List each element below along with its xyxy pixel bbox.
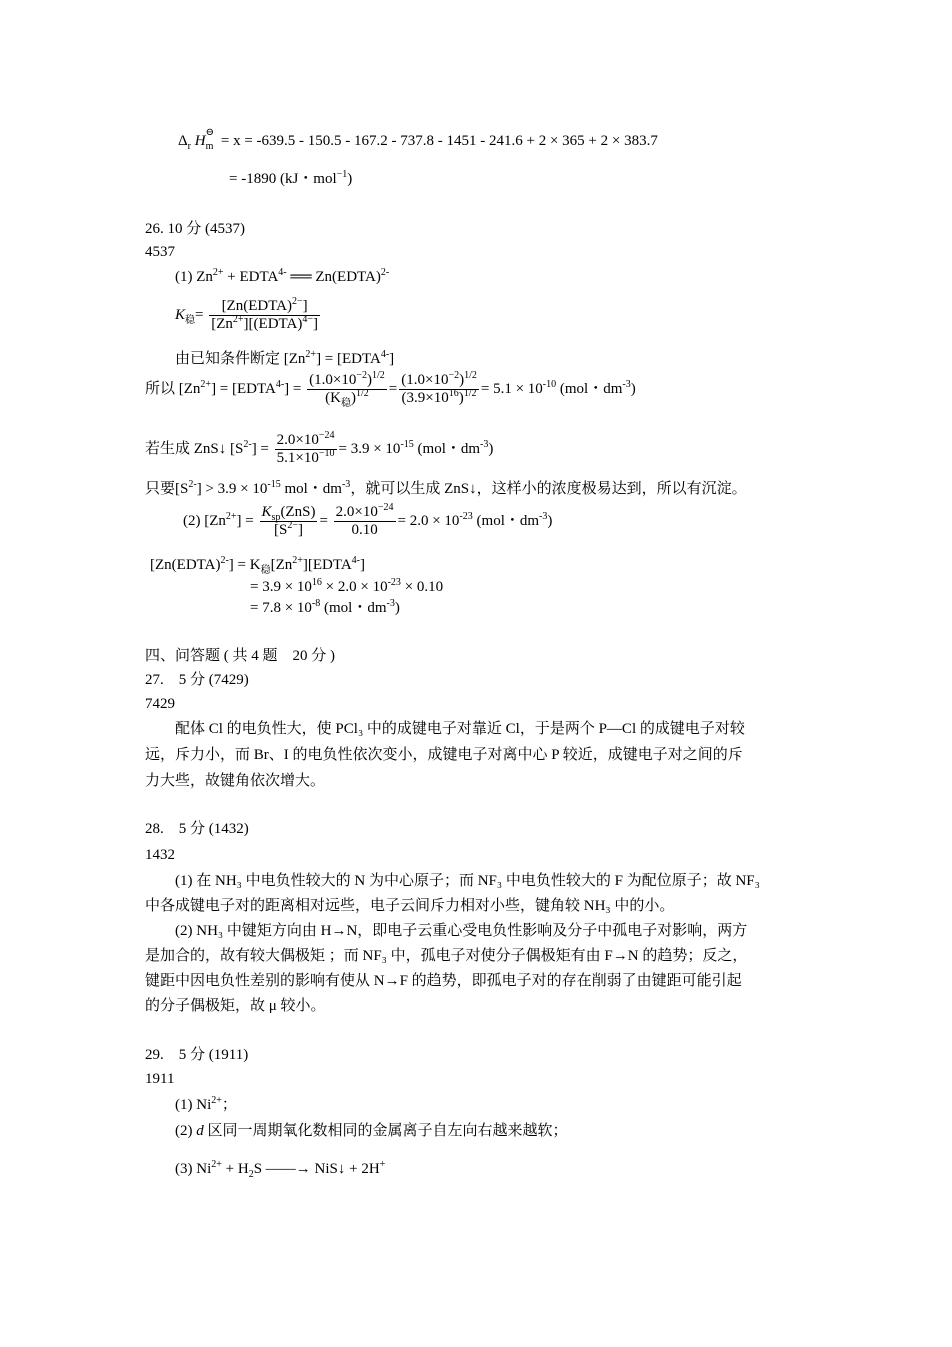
q28-b-line3: 键距中因电负性差别的影响有使从 N→F 的趋势，即孤电子对的存在削弱了由键距可能引起 <box>145 973 742 989</box>
q26-code: 4537 <box>145 244 175 260</box>
delta-h-result: = -1890 (kJ・mol$^{-1}$) <box>229 169 353 187</box>
q28-a-line2: 中各成键电子对的距离相对远些，电子云间斥力相对小些，键角较 NH₃ 中的小。 <box>145 898 675 914</box>
q26-need-line: 只要$[S^{2-}] > 3.9 \times 10^{-15}$ mol・$dm^{-3}$，就可以生成 ZnS↓，这样小的浓度极易达到，所以有沉淀。 <box>145 479 747 497</box>
section-heading: 四、问答题 ( 共 4 题 20 分 ) <box>145 648 335 664</box>
q28-header: 28. 5 分 (1432) <box>145 821 249 837</box>
q28-b-line4: 的分子偶极矩，故 μ 较小。 <box>145 998 326 1014</box>
q27-code: 7429 <box>145 696 175 712</box>
q27-header: 27. 5 分 (7429) <box>145 672 249 688</box>
q26-condition: 由已知条件断定 $[Zn^{2+}]$ = $[EDTA^{4-}]$ <box>175 349 395 367</box>
q28-a-line1: (1) 在 NH₃ 中电负性较大的 N 为中心原子；而 NF₃ 中电负性较大的 F 为配位原子；故 NF₃ <box>175 873 760 889</box>
q28-b-line1: (2) NH₃ 中键矩方向由 H→N，即电子云重心受电负性影响及分子中孤电子对影响，两方 <box>175 923 748 939</box>
q27-para-line3: 力大些，故键角依次增大。 <box>145 773 326 789</box>
q29-header: 29. 5 分 (1911) <box>145 1047 249 1063</box>
q26-header: 26. 10 分 (4537) <box>145 221 245 237</box>
q26-final-line3: = $7.8 \times 10^{-8}$ (mol・$dm^{-3}$) <box>250 598 400 616</box>
q26-so-line: 所以 $[Zn^{2+}]$ = $[EDTA^{4-}]$ = $\frac{(1.0\times 10^{-2})^{1/2}}{(K_稳)^{1/2}}$ = $\frac{(1.0\times 10^{-2})^{1/2}}{(3.9\times 10^{16})^{1/2}}$ = $5.1 \times 10^{-10}$ (mol・$dm^{-3}$) <box>145 370 636 409</box>
delta-h-line: $\Delta_r$ H ⊖ $_m$ = x = -639.5 - 150.5 - 167.2 - 737.8 - 1451 - 241.6 + 2 × 365 + 2 × 383.7 <box>178 127 658 152</box>
q29-b: (2) d 区同一周期氧化数相同的金属离子自左向右越来越软； <box>175 1123 568 1139</box>
q29-code: 1911 <box>145 1071 175 1087</box>
q28-b-line2: 是加合的，故有较大偶极矩 ；而 NF₃ 中，孤电子对使分子偶极矩有由 F→N 的趋势；反之， <box>145 948 748 964</box>
q26-final-line1: [Zn(EDTA)$^{2-}$] = $K_稳[Zn^{2+}][EDTA^{4-}]$ <box>150 555 366 576</box>
q26-zns-line: 若生成 ZnS↓ $[S^{2-}]$ = $\frac{2.0\times 10^{-24}}{5.1\times 10^{-10}}$ = $3.9 \times 10^{-15}$ (mol・$dm^{-3}$) <box>145 430 494 466</box>
q27-para-line1: 配体 Cl 的电负性大，使 PCl₃ 中的成键电子对靠近 Cl，于是两个 P—Cl 的成键电子对较 <box>175 721 745 737</box>
q26-k-formula: $K_稳=$ $\frac{[Zn(EDTA)^{2-}]}{[Zn^{2+}][(EDTA)^{4-}]}$ <box>175 296 318 332</box>
q29-a: (1) $Ni^{2+}$； <box>175 1095 237 1113</box>
q27-para-line2: 远，斥力小，而 Br、I 的电负性依次变小，成键电子对离中心 P 较近，成键电子对之间的斥 <box>145 747 743 763</box>
q26-equation: (1) $Zn^{2+}$ + $EDTA^{4-}$ ══ Zn(EDTA)$^{2-}$ <box>175 267 390 285</box>
q26-part2-line: (2) $[Zn^{2+}]$ = $\frac{K_{sp}(ZnS)}{[S^{2-}]}$ = $\frac{2.0\times 10^{-24}}{0.10}$ = $2.0 \times 10^{-23}$ (mol・$dm^{-3}$) <box>183 502 553 538</box>
q28-code: 1432 <box>145 847 175 863</box>
q29-c: (3) $Ni^{2+} + H_2S$ ——→ NiS↓ + 2H+ <box>175 1159 386 1180</box>
q26-final-line2: = $3.9 \times 10^{16} \times 2.0 \times 10^{-23} \times 0.10$ <box>250 577 444 595</box>
